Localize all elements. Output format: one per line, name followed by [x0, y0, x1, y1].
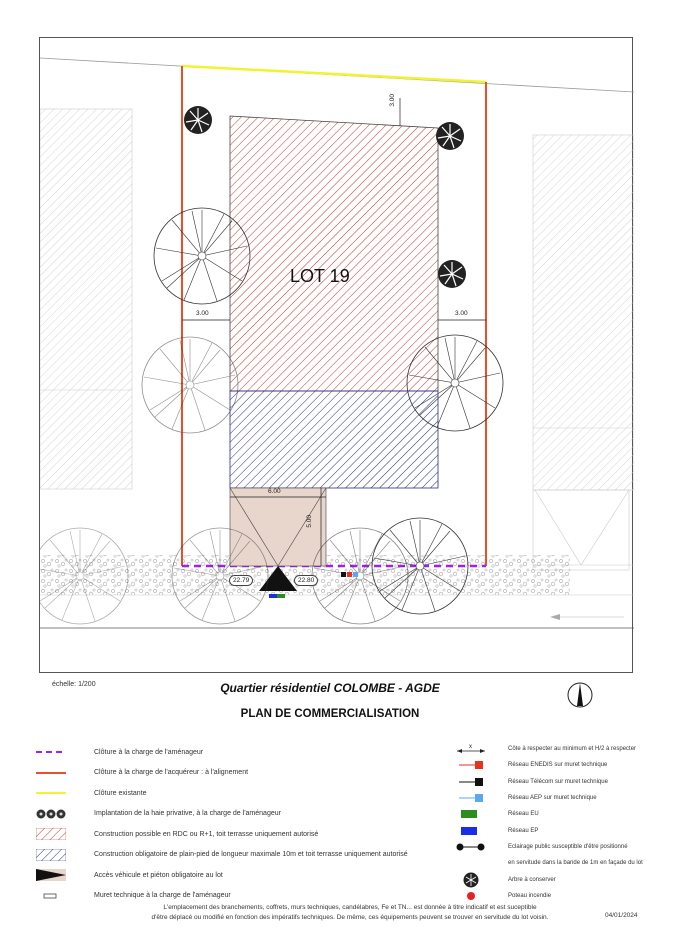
red-hatch-icon: [36, 826, 76, 842]
legend-label: Clôture à la charge de l'acquéreur : à l'alignement: [94, 769, 249, 777]
legend-item: [450, 822, 673, 838]
aep-icon: [450, 792, 492, 804]
front-setback-dimension: 3.00: [389, 94, 396, 107]
legend-label: Accès véhicule et piéton obligatoire au lot: [94, 871, 223, 879]
tree-icon: [450, 874, 492, 886]
ep-icon: [450, 825, 492, 837]
svg-text:x: x: [469, 744, 472, 751]
legend-label: Clôture à la charge de l'aménageur: [94, 748, 204, 756]
legend-label: Construction obligatoire de plain-pied de longueur maximale 10m et toit terrasse uniquement autorisé: [94, 851, 408, 859]
legend-label: Eclairage public susceptible d'être positionné: [508, 843, 628, 850]
street-light-icon: [450, 841, 492, 853]
legend-item: [450, 871, 673, 887]
legend-item: [36, 783, 446, 804]
telecom-icon: [450, 776, 492, 788]
legend-label: Construction possible en RDC ou R+1, toit terrasse uniquement autorisé: [94, 830, 319, 838]
blank-icon: [450, 857, 492, 869]
solid-orange-line-icon: [36, 765, 76, 781]
project-title: Quartier résidentiel COLOMBE - AGDE: [220, 681, 440, 695]
legend-item: [450, 757, 673, 773]
disclaimer-note: [80, 903, 620, 923]
legend-label: Implantation de la haie privative, à la charge de l'aménageur: [94, 810, 281, 818]
site-plan: [39, 37, 633, 673]
legend-label: Réseau Télécom sur muret technique: [508, 778, 608, 785]
lot-label: LOT 19: [290, 266, 350, 286]
dimension-icon: [450, 743, 492, 755]
legend-item: [36, 742, 446, 763]
legend-label: Clôture existante: [94, 789, 147, 797]
disclaimer-line-1: L'emplacement des branchements, coffrets, murs techniques, candélabres, Fe et TN... est donnée à titre indicatif et est suceptible: [163, 904, 537, 911]
legend-item: [450, 888, 673, 904]
legend-item: [36, 763, 446, 784]
yellow-line-icon: [36, 785, 76, 801]
document-date: 04/01/2024: [605, 912, 638, 919]
legend-label: Réseau AEP sur muret technique: [508, 795, 597, 802]
dashed-purple-line-icon: [36, 744, 76, 760]
access-width-dimension: 6.00: [268, 488, 281, 495]
legend-label: en servitude dans la bande de 1m en façade du lot: [508, 860, 643, 867]
legend-item: [450, 774, 673, 790]
legend-label: Côte à respecter au minimum et H/2 à respecter: [508, 746, 637, 753]
north-arrow-icon: [567, 680, 593, 715]
legend-label: Muret technique à la charge de l'aménageur: [94, 892, 231, 900]
right-setback-dimension: 3.00: [455, 310, 468, 317]
legend-label: Réseau ENEDIS sur muret technique: [508, 762, 608, 769]
hydrant-icon: [450, 890, 492, 902]
legend-label: Arbre à conserver: [508, 876, 556, 883]
legend-left: [36, 742, 446, 906]
legend-item: [450, 839, 673, 855]
legend-item: [450, 741, 673, 757]
legend-label: Poteau incendie: [508, 892, 552, 899]
hedge-icon: [36, 806, 76, 822]
plan-drawing: [40, 38, 634, 674]
disclaimer-line-2: d'être déplacé ou modifié en fonction des impératifs techniques. De même, ces équipements peuvent se trouver en servitude du lot voisin.: [151, 914, 549, 921]
elevation-right: 22.80: [294, 575, 318, 586]
elevation-left: 22.79: [229, 575, 253, 586]
legend-item: [36, 845, 446, 866]
legend-right: [450, 741, 673, 904]
enedis-icon: [450, 759, 492, 771]
legend-item: [36, 824, 446, 845]
technical-wall-icon: [36, 888, 76, 904]
left-setback-dimension: 3.00: [196, 310, 209, 317]
access-arrow-icon: [36, 867, 76, 883]
legend-item: [36, 865, 446, 886]
legend-item: [450, 806, 673, 822]
legend-label: Réseau EP: [508, 827, 539, 834]
scale-label: échelle: 1/200: [52, 681, 96, 688]
legend-item: [450, 790, 673, 806]
blue-hatch-icon: [36, 847, 76, 863]
legend-item: [36, 804, 446, 825]
eu-icon: [450, 808, 492, 820]
plan-subtitle: PLAN DE COMMERCIALISATION: [240, 708, 420, 720]
access-depth-dimension: 5.00: [306, 515, 313, 528]
legend-label: Réseau EU: [508, 811, 539, 818]
legend-item: [450, 855, 673, 871]
